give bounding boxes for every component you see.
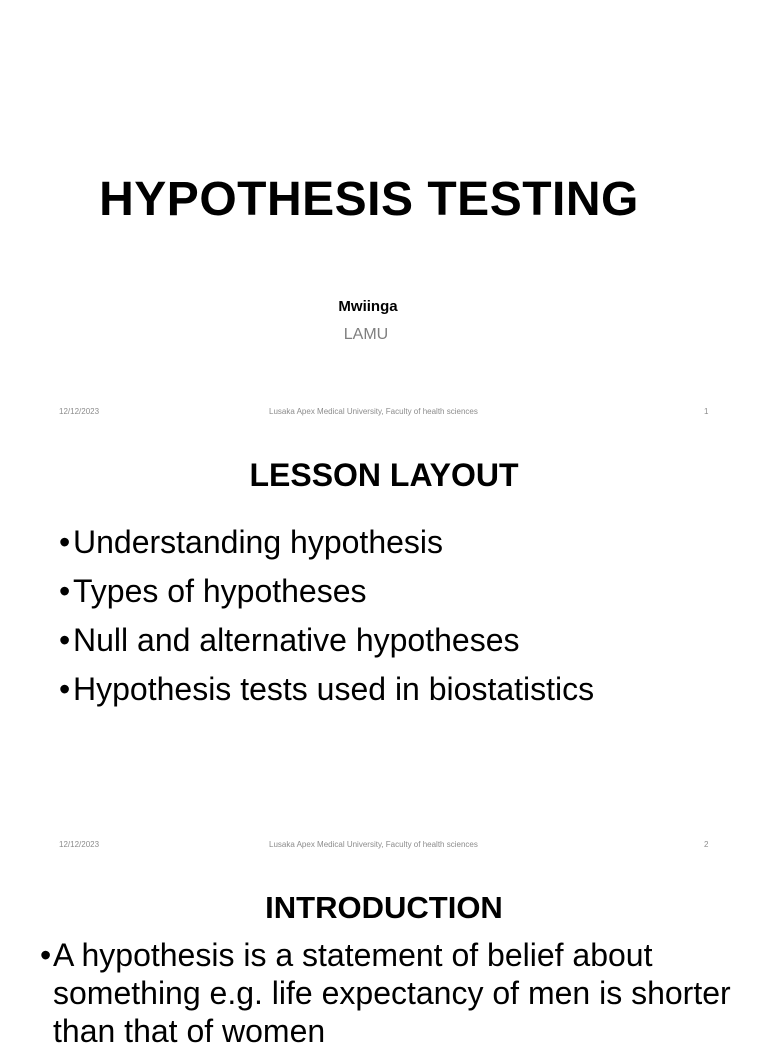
- footer-organization: Lusaka Apex Medical University, Faculty of health sciences: [269, 407, 478, 416]
- list-item-text: Null and alternative hypotheses: [73, 622, 520, 658]
- bullet-list: [59, 518, 594, 714]
- footer-page-number: 1: [704, 407, 709, 416]
- list-item: [59, 518, 594, 567]
- footer-organization: Lusaka Apex Medical University, Faculty of health sciences: [269, 840, 478, 849]
- introduction-slide: [0, 866, 768, 1049]
- bullet-symbol: •: [59, 573, 71, 609]
- list-item: [59, 616, 594, 665]
- footer-date: 12/12/2023: [59, 840, 100, 849]
- footer-date: 12/12/2023: [59, 407, 100, 416]
- slide-title: INTRODUCTION: [265, 890, 503, 925]
- bullet-symbol: •: [40, 937, 52, 973]
- bullet-symbol: •: [59, 671, 71, 707]
- author-name: Mwiinga: [338, 298, 398, 315]
- presentation-title: HYPOTHESIS TESTING: [99, 173, 639, 226]
- list-item: [59, 567, 594, 616]
- list-item-text: Hypothesis tests used in biostatistics: [73, 671, 595, 707]
- lesson-layout-slide: [0, 433, 768, 866]
- intro-text: A hypothesis is a statement of belief about something e.g. life expectancy of men is shorter than that of women: [53, 937, 731, 1049]
- list-item: [59, 665, 594, 714]
- slide-title: LESSON LAYOUT: [249, 457, 519, 493]
- bullet-symbol: •: [59, 524, 71, 560]
- bullet-symbol: •: [59, 622, 71, 658]
- intro-paragraph: [40, 936, 740, 1050]
- list-item-text: Understanding hypothesis: [73, 524, 444, 560]
- list-item-text: Types of hypotheses: [73, 573, 367, 609]
- title-slide: [0, 0, 768, 433]
- author-affiliation: LAMU: [343, 326, 389, 343]
- footer-page-number: 2: [704, 840, 709, 849]
